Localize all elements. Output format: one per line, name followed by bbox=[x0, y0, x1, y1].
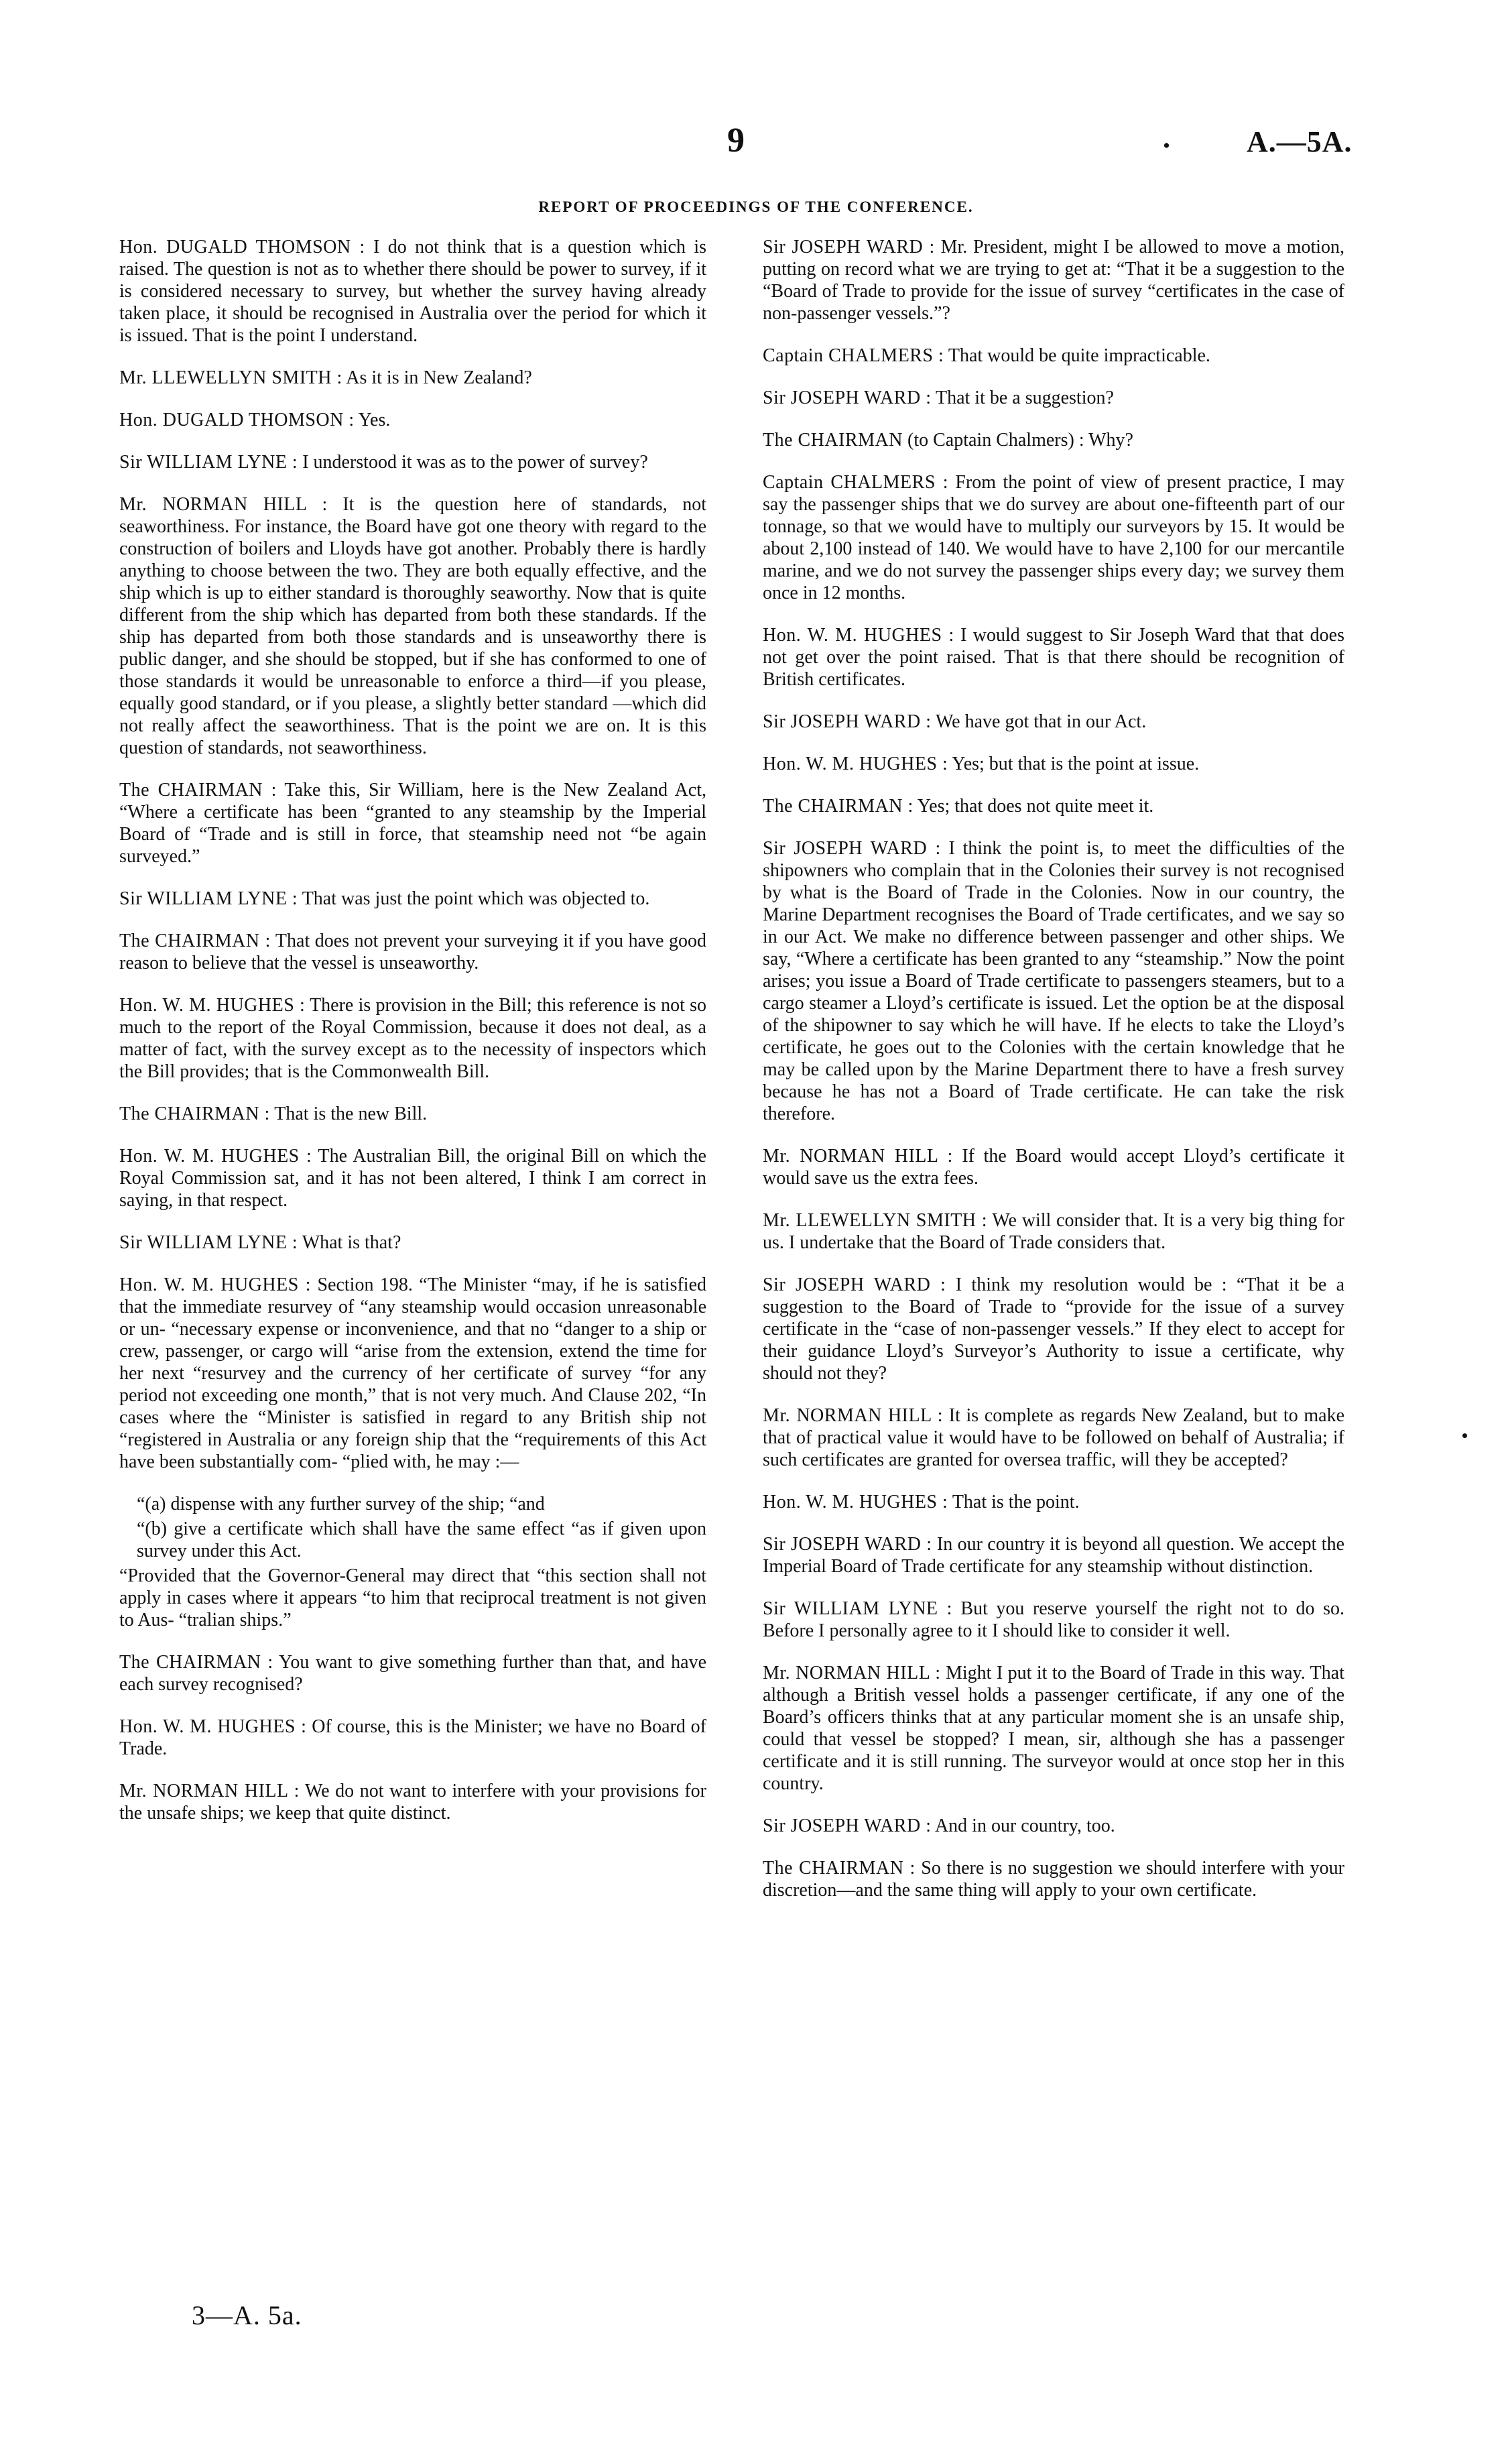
running-title: REPORT OF PROCEEDINGS OF THE CONFERENCE. bbox=[538, 198, 974, 215]
speech-text: It is the question here of standards, not seaworthiness. For instance, the Board have got one theory with regard to the construction of boilers and Lloyds have got another. Probably there is hardly anything to choose between the two. They are both equally effective, and the ship which is up to either standard is thoroughly seaworthy. Now that is quite different from the ship which has departed from both these standards. If the ship has departed from both those standards and is unseaworthy there is public danger, and she should be stopped, but if she has conformed to one of those standards it would be unreasonable to enforce a third—if you please, equally good standard, or if you please, a slightly better standard —which did not really affect the seaworthiness. That is the point we are on. It is this question of standards, not seaworthiness. bbox=[119, 494, 707, 758]
speech-text: That was just the point which was objected to. bbox=[302, 888, 650, 909]
speech-text: The Australian Bill, the original Bill on which the Royal Commission sat, and it has not been altered, I think I am correct in saying, in that respect. bbox=[119, 1146, 706, 1211]
speech-text: (to Captain Chalmers) : Why? bbox=[907, 430, 1133, 451]
speech-text: I understood it was as to the power of survey? bbox=[302, 452, 648, 473]
speech-text: I think the point is, to meet the difficulties of the shipowners who complain that in the Colonies their survey is not recognised by what is the Board of Trade in the Colonies. Now in our country, the Marine Department recognises the Board of Trade certificates, and we say so in our Act. We make no difference between passenger and other ships. We say, “Where a certificate has been granted to any “steamship.” Now the point arises; you issue a Board of Trade certificate to passengers steamers, but to a cargo steamer a Lloyd’s certificate is issued. Let the option be at the disposal of the shipowner to say which he will have. If he elects to take the Lloyd’s certificate, he goes out to the Colonies with the certain knowledge that he may be called upon by the Marine Department there to have a fresh survey because he has not a Board of Trade certificate. He can take the risk therefore. bbox=[763, 838, 1345, 1124]
speaker-name: Mr. LLEWELLYN SMITH : bbox=[763, 1210, 988, 1231]
speech-text: But you reserve yourself the right not to do so. Before I personally agree to it I should like to consider it well. bbox=[763, 1598, 1344, 1641]
header-dot: . bbox=[1163, 121, 1170, 154]
speech-text: So there is no suggestion we should interfere with your discretion—and the same thing will apply to your own certificate. bbox=[763, 1858, 1344, 1901]
speech-paragraph bbox=[119, 1565, 706, 1631]
speaker-name: Hon. W. M. HUGHES : bbox=[119, 1716, 307, 1737]
speech-text: And in our country, too. bbox=[934, 1815, 1115, 1836]
speaker-name: Sir WILLIAM LYNE : bbox=[119, 1232, 298, 1253]
speaker-name: The CHAIRMAN : bbox=[119, 780, 277, 800]
speech-paragraph bbox=[763, 1815, 1344, 1837]
speaker-name: Mr. NORMAN HILL : bbox=[763, 1663, 941, 1683]
speech-text: I would suggest to Sir Joseph Ward that that does not get over the point raised. That is that there should be recognition of British certificates. bbox=[763, 625, 1345, 690]
speaker-name: Captain CHALMERS : bbox=[763, 472, 949, 493]
speaker-name: The CHAIRMAN : bbox=[119, 1103, 270, 1124]
speech-paragraph bbox=[763, 1405, 1344, 1471]
speaker-name: The CHAIRMAN : bbox=[763, 796, 914, 817]
speaker-name: Sir JOSEPH WARD : bbox=[763, 1274, 946, 1295]
speaker-name: Hon. DUGALD THOMSON : bbox=[119, 410, 355, 430]
speaker-name: Mr. NORMAN HILL : bbox=[119, 1781, 300, 1801]
speaker-name: Hon. W. M. HUGHES : bbox=[763, 754, 948, 774]
speech-text: “Provided that the Governor-General may direct that “this section shall not apply in cases where it appears “to him that reciprocal treatment is not given to Aus- “tralian ships.” bbox=[119, 1565, 706, 1630]
speaker-name: Sir WILLIAM LYNE : bbox=[119, 888, 298, 909]
speech-paragraph bbox=[119, 888, 706, 910]
speech-text: We do not want to interfere with your provisions for the unsafe ships; we keep that quite distinct. bbox=[119, 1781, 707, 1824]
speaker-name: Sir WILLIAM LYNE : bbox=[763, 1598, 952, 1619]
speech-paragraph bbox=[763, 1598, 1344, 1642]
speaker-name: Sir JOSEPH WARD : bbox=[763, 1815, 932, 1836]
speech-text: From the point of view of present practice, I may say the passenger ships that we do survey are about one-fifteenth part of our tonnage, so that we would have to multiply our surveyors by 15. It would be about 2,100 instead of 140. We would have to have 2,100 for our mercantile marine, and we do not survey the passenger ships every day; we survey them once in 12 months. bbox=[763, 472, 1345, 603]
speech-paragraph bbox=[763, 1533, 1344, 1577]
speaker-name: The CHAIRMAN : bbox=[119, 931, 271, 951]
speaker-name: Hon. W. M. HUGHES : bbox=[119, 995, 306, 1016]
speech-paragraph bbox=[763, 795, 1344, 817]
page-number: 9 bbox=[727, 121, 745, 160]
speech-paragraph bbox=[763, 236, 1344, 324]
speech-paragraph bbox=[763, 1145, 1344, 1189]
speech-text: If the Board would accept Lloyd’s certificate it would save us the extra fees. bbox=[763, 1146, 1345, 1189]
speaker-name: Captain CHALMERS : bbox=[763, 345, 944, 366]
speaker-name: The CHAIRMAN : bbox=[763, 1858, 916, 1878]
speaker-name: The CHAIRMAN bbox=[763, 430, 903, 451]
speech-text: As it is in New Zealand? bbox=[346, 367, 532, 388]
speech-paragraph bbox=[119, 1145, 706, 1211]
speaker-name: Hon. DUGALD THOMSON : bbox=[119, 237, 365, 257]
speech-paragraph bbox=[119, 1780, 706, 1824]
speech-paragraph bbox=[137, 1493, 706, 1515]
speech-paragraph bbox=[119, 1274, 706, 1473]
speech-paragraph bbox=[763, 1857, 1344, 1901]
speech-text: I do not think that is a question which is raised. The question is not as to whether there should be power to survey, if it is considered necessary to survey, but whether the survey having already taken place, it should be recognised in Australia over the period for which it is issued. That is the point I understand. bbox=[119, 237, 706, 346]
speech-text: There is provision in the Bill; this reference is not so much to the report of the Royal Commission, because it does not deal, as a matter of fact, with the survey except as to the necessity of inspectors which the Bill provides; that is the Commonwealth Bill. bbox=[119, 995, 706, 1082]
speech-paragraph bbox=[119, 367, 706, 389]
speech-paragraph bbox=[763, 624, 1344, 691]
speech-text: Of course, this is the Minister; we have no Board of Trade. bbox=[119, 1716, 706, 1759]
speech-paragraph bbox=[119, 236, 706, 347]
speech-text: It is complete as regards New Zealand, but to make that of practical value it would have to be followed on behalf of Australia; if such certificates are granted for oversea traffic, will they be accepted? bbox=[763, 1405, 1344, 1470]
right-column bbox=[763, 236, 1344, 1921]
speech-paragraph bbox=[763, 387, 1344, 409]
speech-paragraph bbox=[763, 345, 1344, 367]
speech-paragraph bbox=[119, 1103, 706, 1125]
speaker-name: Hon. W. M. HUGHES : bbox=[763, 625, 954, 646]
speaker-name: Sir JOSEPH WARD : bbox=[763, 1534, 932, 1555]
speech-paragraph bbox=[119, 1232, 706, 1254]
speaker-name: Hon. W. M. HUGHES : bbox=[119, 1146, 312, 1167]
speech-paragraph bbox=[763, 753, 1344, 775]
margin-mark bbox=[1462, 1433, 1467, 1438]
speech-paragraph bbox=[763, 429, 1344, 451]
speaker-name: Sir JOSEPH WARD : bbox=[763, 237, 935, 257]
left-column bbox=[119, 236, 706, 1844]
speech-paragraph bbox=[137, 1518, 706, 1562]
speaker-name: Mr. NORMAN HILL : bbox=[763, 1405, 944, 1426]
speech-paragraph bbox=[119, 1716, 706, 1760]
speech-text: Yes. bbox=[358, 410, 391, 430]
speech-text: That would be quite impracticable. bbox=[948, 345, 1210, 366]
speaker-name: The CHAIRMAN : bbox=[119, 1652, 273, 1673]
speech-paragraph bbox=[119, 930, 706, 974]
speech-text: Yes; that does not quite meet it. bbox=[917, 796, 1154, 817]
speech-text: Mr. President, might I be allowed to move a motion, putting on record what we are trying to get at: “That it be a suggestion to the “Board of Trade to provide for the issue of survey “certificates in the case of non-passenger vessels.”? bbox=[763, 237, 1344, 324]
speech-text: We have got that in our Act. bbox=[935, 711, 1147, 732]
speech-paragraph bbox=[119, 779, 706, 868]
speech-text: I think my resolution would be : “That it be a suggestion to the Board of Trade to “provide for the issue of a survey certificate in the “case of non-passenger vessels.” If they elect to accept for their guidance Lloyd’s Surveyor’s Authority to issue a certificate, why should not they? bbox=[763, 1274, 1345, 1384]
speaker-name: Mr. LLEWELLYN SMITH : bbox=[119, 367, 342, 388]
speech-paragraph bbox=[763, 1209, 1344, 1254]
speech-paragraph bbox=[763, 471, 1344, 604]
speech-paragraph bbox=[763, 837, 1344, 1125]
speaker-name: Sir JOSEPH WARD : bbox=[763, 838, 941, 859]
speech-text: Yes; but that is the point at issue. bbox=[952, 754, 1200, 774]
speaker-name: Sir JOSEPH WARD : bbox=[763, 711, 932, 732]
speaker-name: Mr. NORMAN HILL : bbox=[119, 494, 328, 515]
speaker-name: Mr. NORMAN HILL : bbox=[763, 1146, 953, 1167]
speech-paragraph bbox=[119, 1651, 706, 1695]
speech-text: “(a) dispense with any further survey of the ship; “and bbox=[137, 1494, 545, 1514]
speech-paragraph bbox=[119, 493, 706, 759]
speech-text: We will consider that. It is a very big thing for us. I undertake that the Board of Trade considers that. bbox=[763, 1210, 1344, 1253]
speech-paragraph bbox=[763, 1274, 1344, 1384]
speech-paragraph bbox=[119, 409, 706, 431]
speech-text: Might I put it to the Board of Trade in this way. That although a British vessel holds a passenger certificate, if any one of the Board’s officers thinks that at any particular moment she is an unsafe ship, could that vessel be stopped? I mean, sir, although she has a passenger certificate and it is still running. The surveyor would at once stop her in this country. bbox=[763, 1663, 1344, 1794]
speech-text: That does not prevent your surveying it if you have good reason to believe that the vessel is unseaworthy. bbox=[119, 931, 706, 973]
printer-signature: 3—A. 5a. bbox=[192, 2300, 302, 2330]
speaker-name: Sir WILLIAM LYNE : bbox=[119, 452, 298, 473]
speech-paragraph bbox=[119, 994, 706, 1083]
speech-text: That is the new Bill. bbox=[274, 1103, 428, 1124]
speech-text: Section 198. “The Minister “may, if he is satisfied that the immediate resurvey of “any steamship would occasion unreasonable or un- “necessary expense or inconvenience, and that no “danger to a ship or crew, passenger, or cargo will “arise from the extension, extend the time for her next “resurvey and the currency of her certificate of survey “for any period not exceeding one month,” that is not very much. And Clause 202, “In cases where the “Minister is satisfied in regard to any British ship not “registered in Australia or any foreign ship that the “requirements of this Act have been substantially com- “plied with, he may :— bbox=[119, 1274, 707, 1472]
page-reference: A.—5A. bbox=[1247, 125, 1352, 158]
speech-paragraph bbox=[763, 1662, 1344, 1795]
speech-text: “(b) give a certificate which shall have the same effect “as if given upon survey under this Act. bbox=[137, 1518, 706, 1561]
speaker-name: Hon. W. M. HUGHES : bbox=[763, 1492, 948, 1512]
speech-text: You want to give something further than that, and have each survey recognised? bbox=[119, 1652, 706, 1695]
speech-text: That is the point. bbox=[952, 1492, 1080, 1512]
speech-text: That it be a suggestion? bbox=[935, 387, 1114, 408]
speaker-name: Sir JOSEPH WARD : bbox=[763, 387, 932, 408]
speech-paragraph bbox=[763, 711, 1344, 733]
speech-text: Take this, Sir William, here is the New Zealand Act, “Where a certificate has been “granted to any steamship by the Imperial Board of “Trade and is still in force, that steamship need not “be again surveyed.” bbox=[119, 780, 707, 867]
speech-text: What is that? bbox=[302, 1232, 401, 1253]
speech-paragraph bbox=[763, 1491, 1344, 1513]
speaker-name: Hon. W. M. HUGHES : bbox=[119, 1274, 312, 1295]
speech-text: In our country it is beyond all question. We accept the Imperial Board of Trade certificate for any steamship without distinction. bbox=[763, 1534, 1345, 1577]
speech-paragraph bbox=[119, 451, 706, 473]
